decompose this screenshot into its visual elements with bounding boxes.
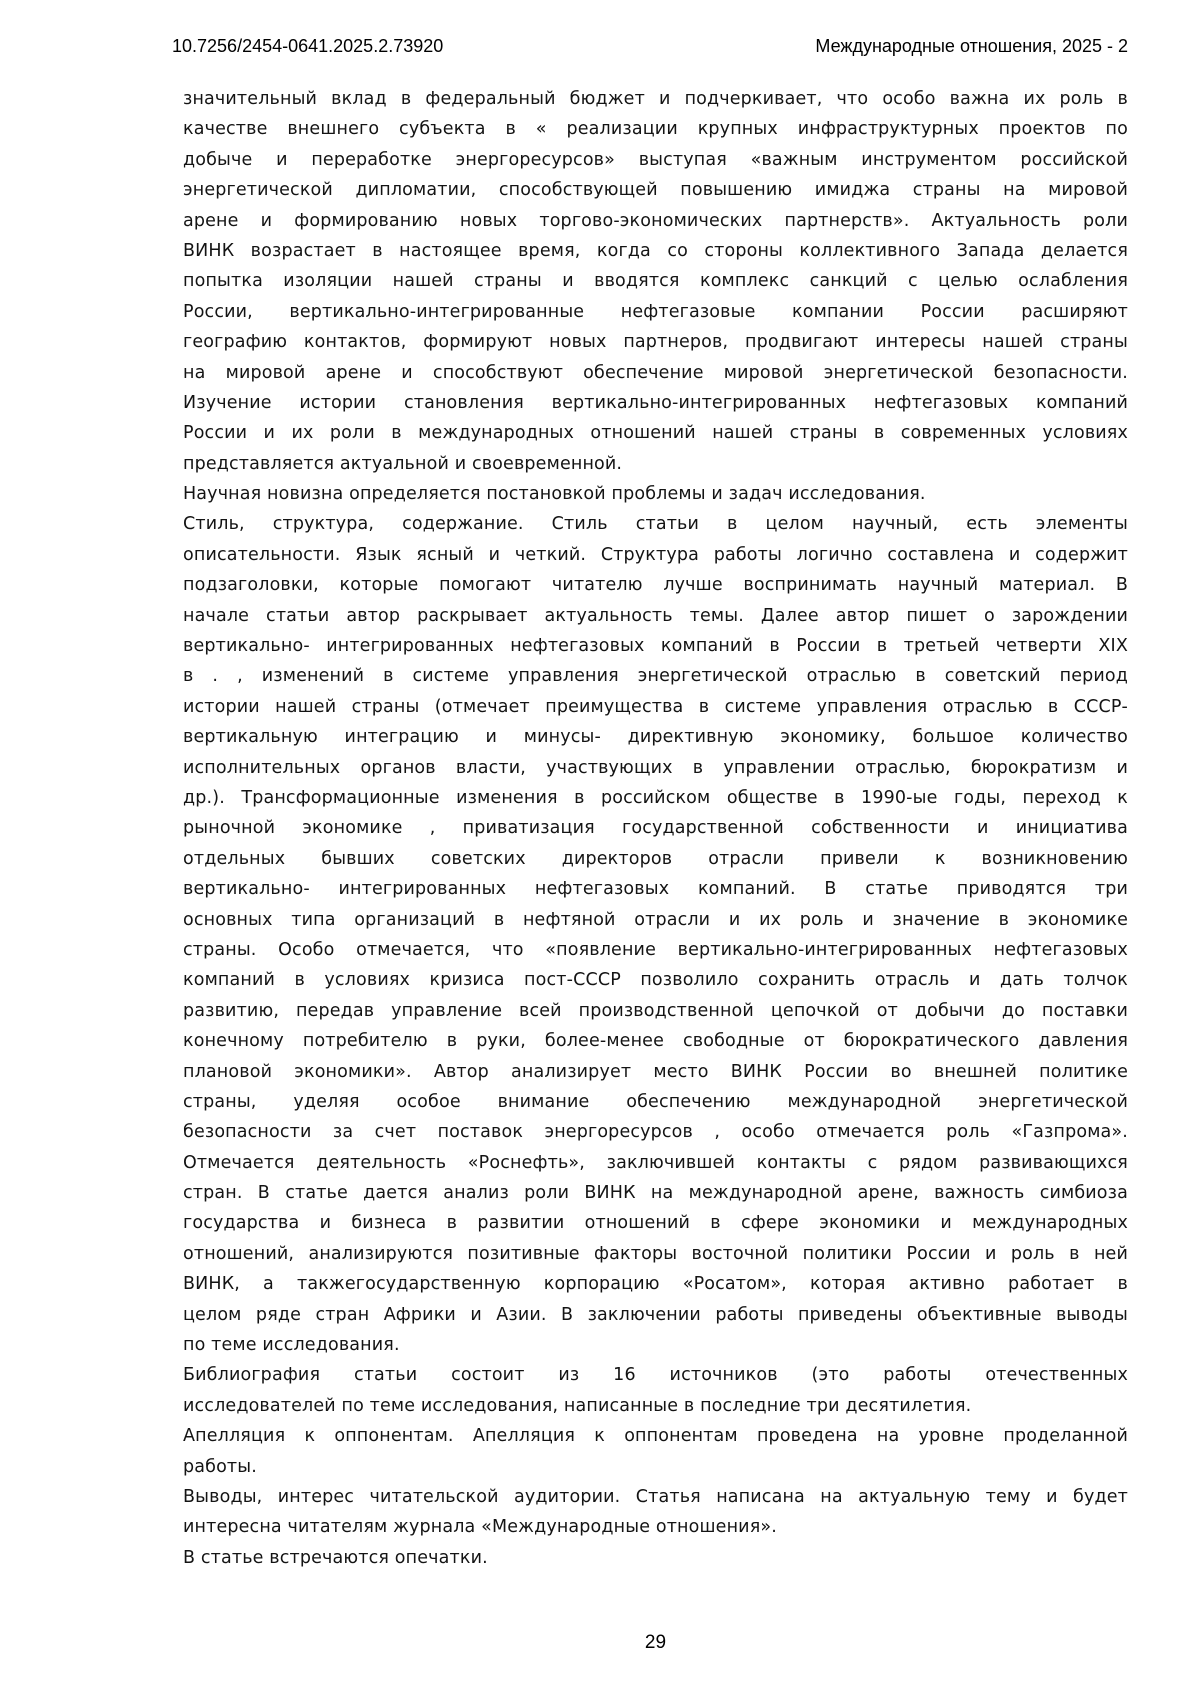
text-line: вертикальную интеграцию и минусы- директивную экономику, большое количество bbox=[183, 727, 1128, 748]
text-line: Отмечается деятельность «Роснефть», заключившей контакты с рядом развивающихся bbox=[183, 1152, 1128, 1173]
text-line: исследователей по теме исследования, написанные в последние три десятилетия. bbox=[183, 1395, 972, 1416]
text-line: истории нашей страны (отмечает преимущества в системе управления отраслью в СССР- bbox=[183, 696, 1128, 717]
text-line: ВИНК возрастает в настоящее время, когда со стороны коллективного Запада делается bbox=[183, 240, 1128, 261]
text-line: добыче и переработке энергоресурсов» выступая «важным инструментом российской bbox=[183, 149, 1128, 170]
text-line: вертикально- интегрированных нефтегазовых компаний. В статье приводятся три bbox=[183, 879, 1128, 900]
text-line: попытка изоляции нашей страны и вводятся комплекс санкций с целью ослабления bbox=[183, 271, 1128, 292]
text-line: целом ряде стран Африки и Азии. В заключении работы приведены объективные выводы bbox=[183, 1304, 1128, 1325]
text-line: страны, уделяя особое внимание обеспечению международной энергетической bbox=[183, 1091, 1128, 1112]
text-line: на мировой арене и способствуют обеспечение мировой энергетической безопасности. bbox=[183, 362, 1128, 383]
text-line: представляется актуальной и своевременной. bbox=[183, 453, 623, 474]
text-line: Научная новизна определяется постановкой проблемы и задач исследования. bbox=[183, 484, 926, 505]
text-line: энергетической дипломатии, способствующей повышению имиджа страны на мировой bbox=[183, 180, 1128, 201]
text-line: России, вертикально-интегрированные нефтегазовые компании России расширяют bbox=[183, 301, 1128, 322]
text-line: конечному потребителю в руки, более-менее свободные от бюрократического давления bbox=[183, 1031, 1128, 1052]
text-line: отдельных бывших советских директоров отрасли привели к возникновению bbox=[183, 848, 1128, 869]
text-line: интересна читателям журнала «Международные отношения». bbox=[183, 1517, 777, 1538]
text-line: отношений, анализируются позитивные факторы восточной политики России и роль в ней bbox=[183, 1243, 1128, 1264]
text-line: в . , изменений в системе управления энергетической отраслью в советский период bbox=[183, 666, 1128, 687]
text-line: Апелляция к оппонентам. Апелляция к оппонентам проведена на уровне проделанной bbox=[183, 1426, 1128, 1447]
text-line: начале статьи автор раскрывает актуальность темы. Далее автор пишет о зарождении bbox=[183, 605, 1128, 626]
text-line: работы. bbox=[183, 1456, 257, 1477]
text-line: исполнительных органов власти, участвующих в управлении отраслью, бюрократизм и bbox=[183, 757, 1128, 778]
text-line: подзаголовки, которые помогают читателю лучше воспринимать научный материал. В bbox=[183, 575, 1128, 596]
text-line: компаний в условиях кризиса пост-СССР позволило сохранить отрасль и дать толчок bbox=[183, 970, 1128, 991]
text-line: развитию, передав управление всей производственной цепочкой от добычи до поставки bbox=[183, 1000, 1128, 1021]
text-line: безопасности за счет поставок энергоресурсов , особо отмечается роль «Газпрома». bbox=[183, 1122, 1128, 1143]
text-line: вертикально- интегрированных нефтегазовых компаний в России в третьей четверти XIX bbox=[183, 636, 1128, 657]
text-line: России и их роли в международных отношений нашей страны в современных условиях bbox=[183, 423, 1128, 444]
text-line: арене и формированию новых торгово-экономических партнерств». Актуальность роли bbox=[183, 210, 1128, 231]
text-line: плановой экономики». Автор анализирует место ВИНК России во внешней политике bbox=[183, 1061, 1128, 1082]
text-line: Выводы, интерес читательской аудитории. Статья написана на актуальную тему и будет bbox=[183, 1486, 1128, 1507]
text-line: В статье встречаются опечатки. bbox=[183, 1547, 488, 1568]
text-line: значительный вклад в федеральный бюджет и подчеркивает, что особо важна их роль в bbox=[183, 89, 1128, 109]
text-line: стран. В статье дается анализ роли ВИНК на международной арене, важность симбиоза bbox=[183, 1183, 1128, 1204]
text-line: описательности. Язык ясный и четкий. Структура работы логично составлена и содержит bbox=[183, 544, 1128, 565]
text-line: государства и бизнеса в развитии отношений в сфере экономики и международных bbox=[183, 1213, 1128, 1234]
journal-title: Международные отношения, 2025 - 2 bbox=[815, 36, 1128, 56]
body-text bbox=[183, 84, 1128, 1573]
text-line: Стиль, структура, содержание. Стиль статьи в целом научный, есть элементы bbox=[183, 514, 1128, 535]
text-line: качестве внешнего субъекта в « реализации крупных инфраструктурных проектов по bbox=[183, 119, 1128, 140]
text-line: географию контактов, формируют новых партнеров, продвигают интересы нашей страны bbox=[183, 332, 1128, 353]
doi-number: 10.7256/2454-0641.2025.2.73920 bbox=[172, 36, 444, 56]
page-number: 29 bbox=[644, 1632, 667, 1653]
text-line: др.). Трансформационные изменения в российском обществе в 1990-ые годы, переход к bbox=[183, 787, 1128, 808]
text-line: ВИНК, а такжегосударственную корпорацию «Росатом», которая активно работает в bbox=[183, 1274, 1128, 1295]
text-line: страны. Особо отмечается, что «появление вертикально-интегрированных нефтегазовых bbox=[183, 939, 1128, 960]
text-line: Изучение истории становления вертикально-интегрированных нефтегазовых компаний bbox=[183, 392, 1128, 413]
text-line: по теме исследования. bbox=[183, 1335, 400, 1356]
text-line: основных типа организаций в нефтяной отрасли и их роль и значение в экономике bbox=[183, 909, 1128, 930]
text-line: Библиография статьи состоит из 16 источников (это работы отечественных bbox=[183, 1365, 1128, 1386]
text-line: рыночной экономике , приватизация государственной собственности и инициатива bbox=[183, 818, 1128, 839]
page-header bbox=[172, 36, 1128, 57]
